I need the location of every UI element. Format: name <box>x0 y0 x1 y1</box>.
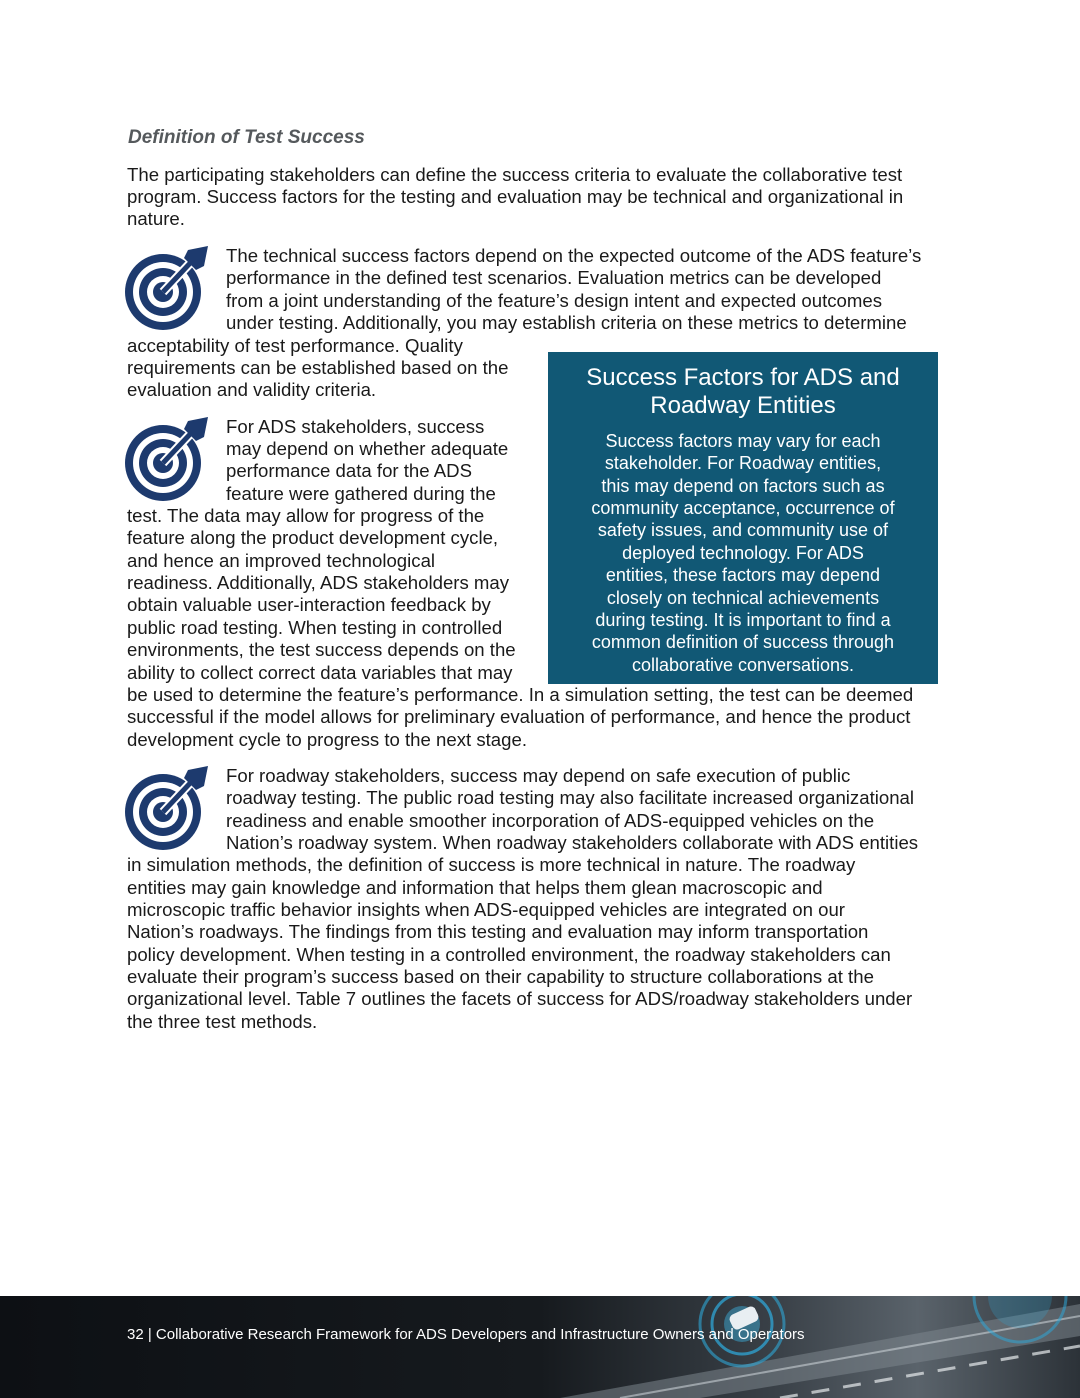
text-line: feature were gathered during the <box>226 483 496 504</box>
text-line: readiness. Additionally, ADS stakeholders may <box>127 572 510 593</box>
text-line: entities may gain knowledge and information that helps them glean macroscopic and <box>127 877 823 898</box>
text-line: nature. <box>127 208 185 229</box>
text-line: under testing. Additionally, you may establish criteria on these metrics to determine <box>226 312 907 333</box>
footer-text: 32 | Collaborative Research Framework for ADS Developers and Infrastructure Owners and Operators <box>127 1326 805 1343</box>
callout-text: Success factors may vary for each <box>605 431 881 451</box>
text-line: be used to determine the feature’s performance. In a simulation setting, the test can be deemed <box>127 684 914 705</box>
text-line: environments, the test success depends on the <box>127 639 516 660</box>
road-image <box>0 1296 1080 1398</box>
text-line: ability to collect correct data variables that may <box>127 662 513 683</box>
text-line: acceptability of test performance. Quality <box>127 335 463 356</box>
text-line: For ADS stakeholders, success <box>226 416 485 437</box>
target-icon <box>120 244 210 334</box>
callout-text: deployed technology. For ADS <box>622 543 864 563</box>
text-line: evaluate their program’s success based on their capability to structure collaborations at the <box>127 966 874 987</box>
text-line: and hence an improved technological <box>127 550 436 571</box>
text-line: requirements can be established based on the <box>127 357 509 378</box>
text-line: The participating stakeholders can define the success criteria to evaluate the collaborative test <box>127 164 903 185</box>
text-line: program. Success factors for the testing and evaluation may be technical and organizational in <box>127 186 904 207</box>
text-line: may depend on whether adequate <box>226 438 509 459</box>
callout-text: collaborative conversations. <box>631 655 855 675</box>
text-line: test. The data may allow for progress of the <box>127 505 485 526</box>
text-line: obtain valuable user-interaction feedback by <box>127 594 491 615</box>
text-line: performance in the defined test scenarios. Evaluation metrics can be developed <box>226 267 882 288</box>
text-line: organizational level. Table 7 outlines the facets of success for ADS/roadway stakeholders under <box>127 988 913 1009</box>
text-line: public road testing. When testing in controlled <box>127 617 503 638</box>
text-line: Nation’s roadways. The findings from this testing and evaluation may inform transportation <box>127 921 869 942</box>
callout-text: closely on technical achievements <box>606 588 880 608</box>
text-line: The technical success factors depend on the expected outcome of the ADS feature’s <box>226 245 922 266</box>
target-icon <box>120 764 210 854</box>
callout-text: stakeholder. For Roadway entities, <box>604 453 882 473</box>
success-factors-callout <box>548 352 938 684</box>
text-line: readiness and enable smoother incorporation of ADS-equipped vehicles on the <box>226 810 875 831</box>
text-line: feature along the product development cycle, <box>127 527 499 548</box>
callout-text: community acceptance, occurrence of <box>591 498 895 518</box>
text-line: performance data for the ADS <box>226 460 472 481</box>
callout-title: Success Factors for ADS and <box>586 364 900 391</box>
text-line: successful if the model allows for preliminary evaluation of performance, and hence the product <box>127 706 911 727</box>
target-icon <box>120 415 210 505</box>
text-line: in simulation methods, the definition of success is more technical in nature. The roadway <box>127 854 856 875</box>
text-line: For roadway stakeholders, success may depend on safe execution of public <box>226 765 851 786</box>
callout-text: during testing. It is important to find a <box>595 610 891 630</box>
callout-text: entities, these factors may depend <box>605 565 881 585</box>
text-line: microscopic traffic behavior insights when ADS-equipped vehicles are integrated on our <box>127 899 845 920</box>
callout-text: this may depend on factors such as <box>601 476 885 496</box>
text-line: policy development. When testing in a controlled environment, the roadway stakeholders can <box>127 944 891 965</box>
footer-band <box>0 1296 1080 1398</box>
callout-text: safety issues, and community use of <box>597 520 889 540</box>
callout-text: common definition of success through <box>591 632 895 652</box>
text-line: the three test methods. <box>127 1011 318 1032</box>
section-heading: Definition of Test Success <box>128 127 365 148</box>
callout-title: Roadway Entities <box>650 392 836 419</box>
text-line: development cycle to progress to the next stage. <box>127 729 527 750</box>
text-line: Nation’s roadway system. When roadway stakeholders collaborate with ADS entities <box>226 832 919 853</box>
text-line: roadway testing. The public road testing may also facilitate increased organizational <box>226 787 915 808</box>
text-line: evaluation and validity criteria. <box>127 379 377 400</box>
text-line: from a joint understanding of the feature’s design intent and expected outcomes <box>226 290 883 311</box>
